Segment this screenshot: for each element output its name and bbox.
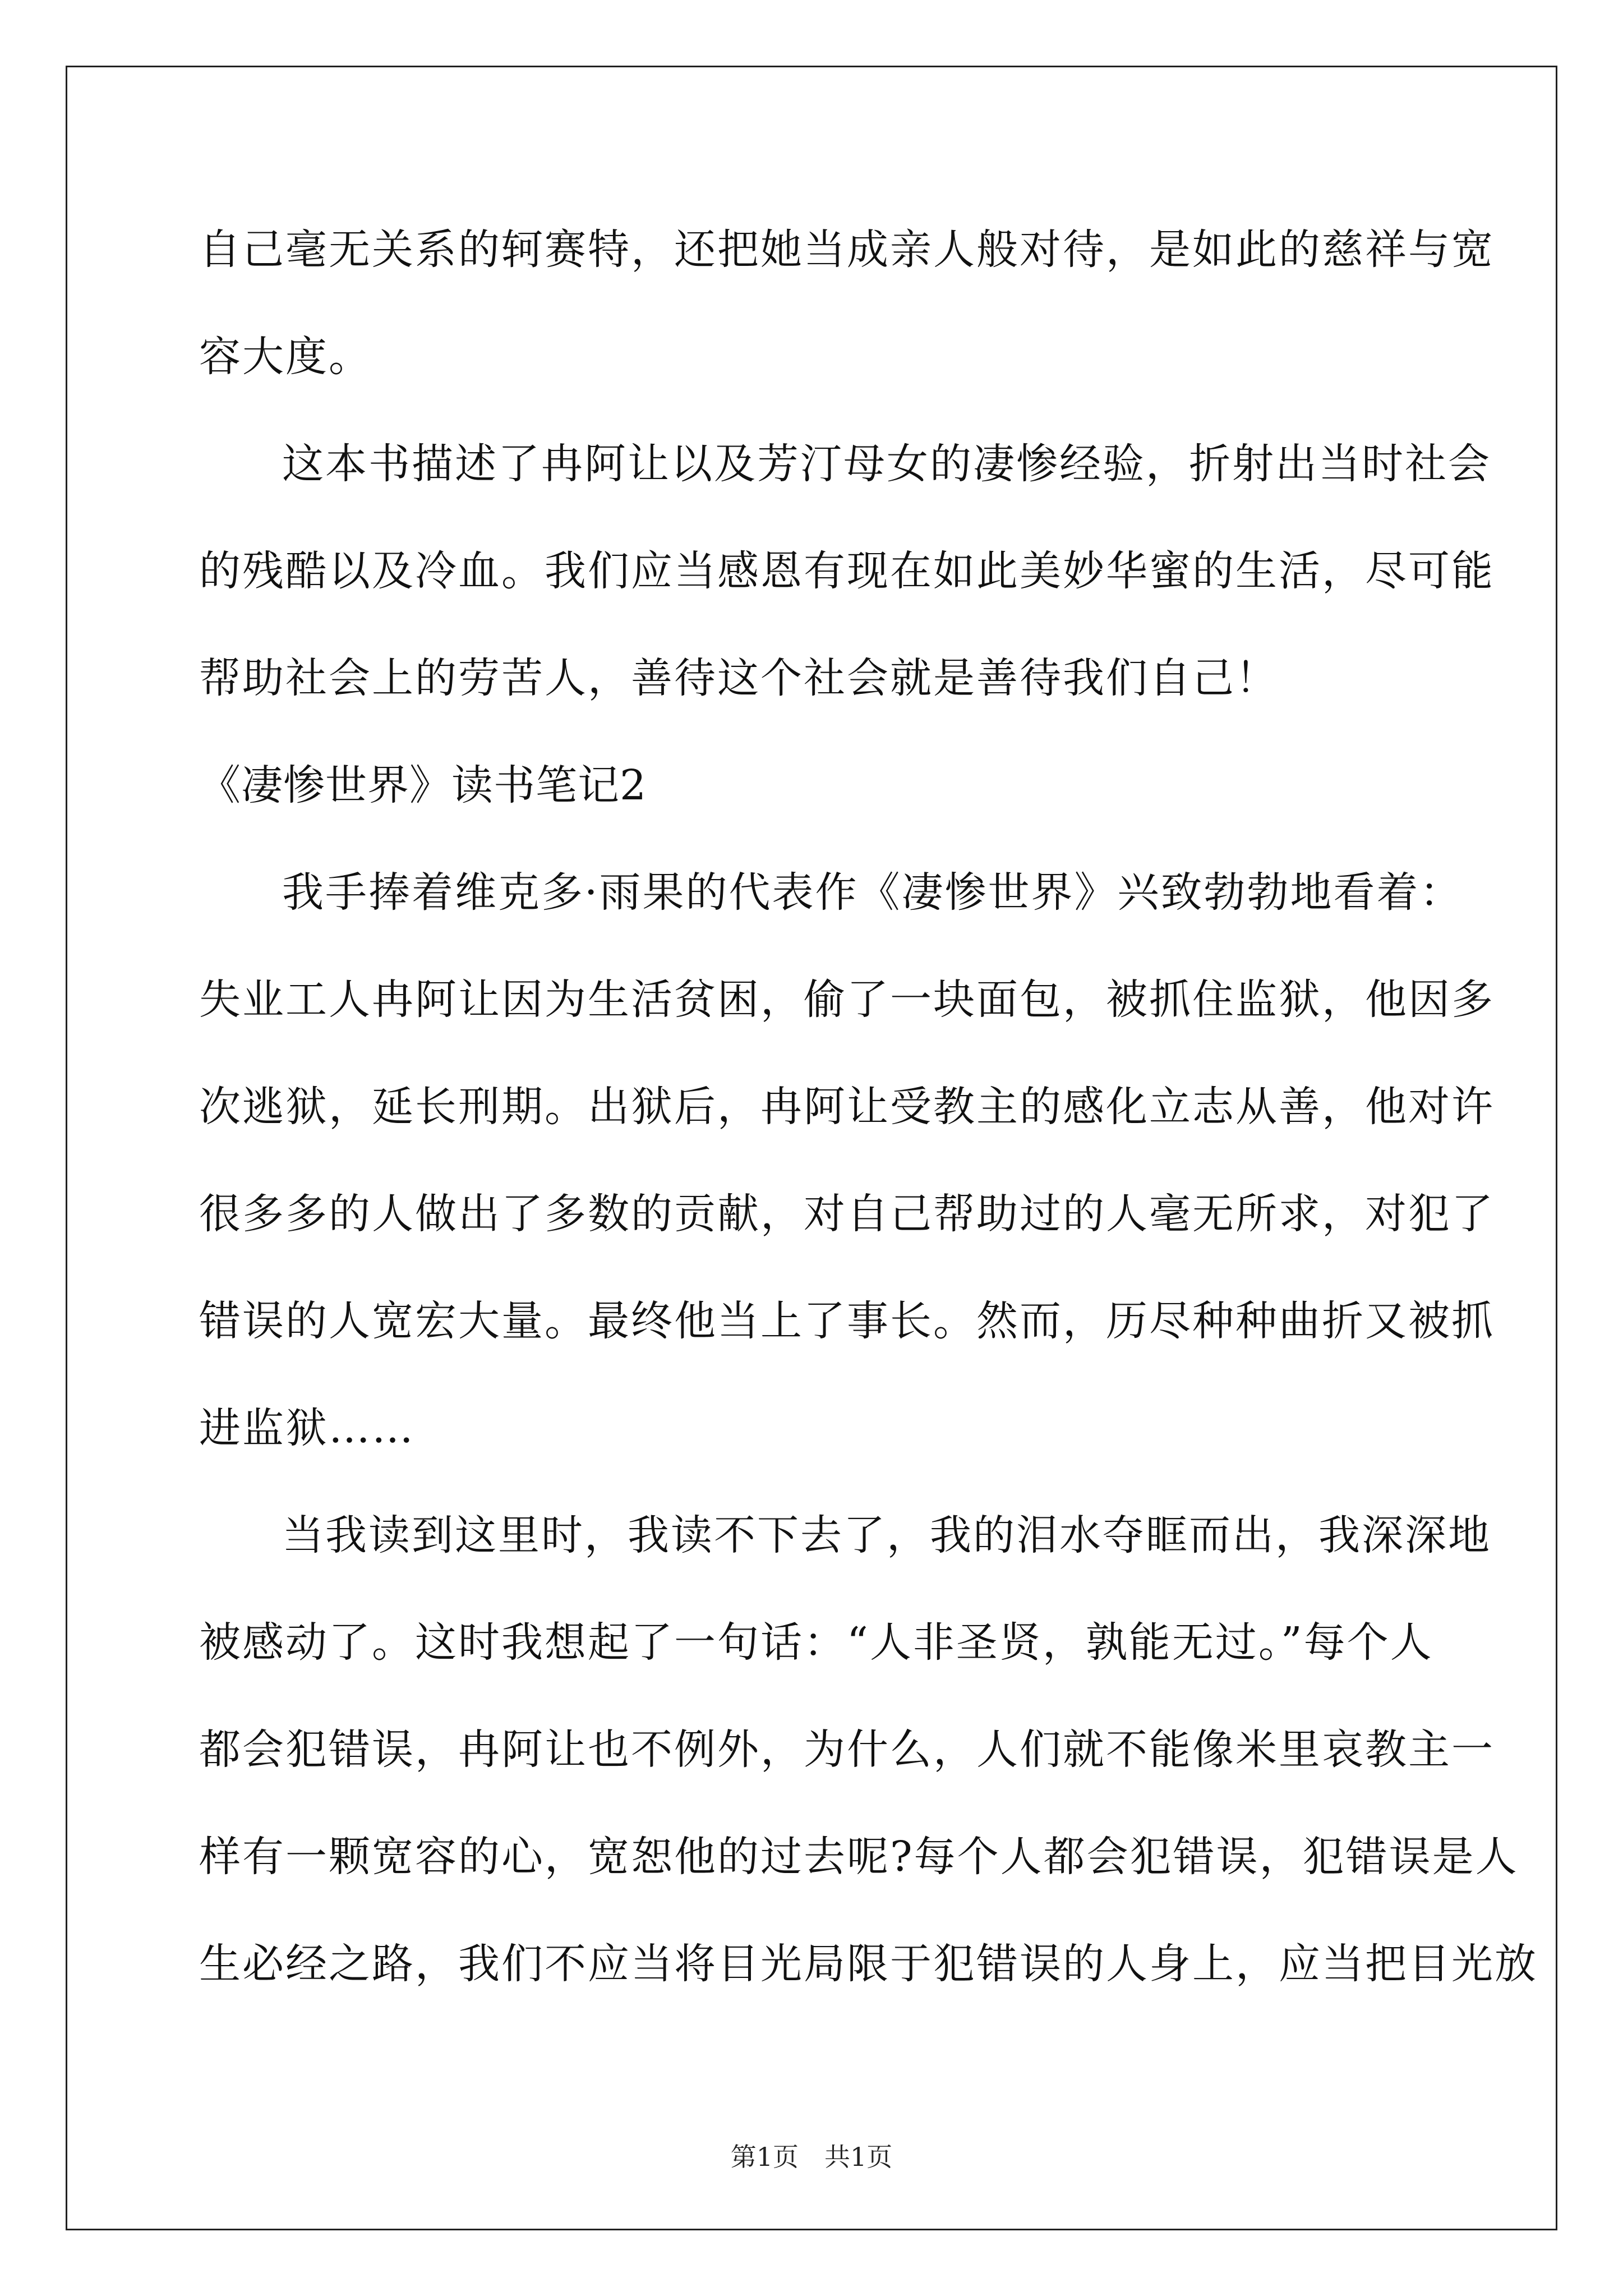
text-line: 错误的人宽宏大量。最终他当上了事长。然而，历尽种种曲折又被抓: [199, 1297, 1495, 1345]
paragraph-start: 当我读到这里时，我读不下去了，我的泪水夺眶而出，我深深地: [282, 1511, 1491, 1559]
text-line: 容大度。: [199, 333, 372, 381]
text-line: 进监狱……: [199, 1404, 415, 1452]
text-line: 次逃狱，延长刑期。出狱后，冉阿让受教主的感化立志从善，他对许: [199, 1083, 1495, 1131]
section-heading: 《凄惨世界》读书笔记2: [199, 761, 647, 809]
text-line: 自己毫无关系的轲赛特，还把她当成亲人般对待，是如此的慈祥与宽: [199, 226, 1495, 274]
paragraph-start: 这本书描述了冉阿让以及芳汀母女的凄惨经验，折射出当时社会: [282, 440, 1491, 488]
paragraph-start: 我手捧着维克多·雨果的代表作《凄惨世界》兴致勃勃地看着：: [282, 868, 1463, 917]
text-line: 生必经之路，我们不应当将目光局限于犯错误的人身上，应当把目光放: [199, 1940, 1538, 1988]
text-line: 被感动了。这时我想起了一句话：“人非圣贤，孰能无过。”每个人: [199, 1618, 1433, 1667]
text-line: 很多多的人做出了多数的贡献，对自己帮助过的人毫无所求，对犯了: [199, 1190, 1495, 1238]
text-line: 的残酷以及冷血。我们应当感恩有现在如此美妙华蜜的生活，尽可能: [199, 547, 1495, 595]
text-line: 失业工人冉阿让因为生活贫困，偷了一块面包，被抓住监狱，他因多: [199, 976, 1495, 1024]
text-line: 帮助社会上的劳苦人，善待这个社会就是善待我们自己！: [199, 654, 1279, 702]
document-body: [199, 196, 1538, 2018]
page-footer: 第1页 共1页: [730, 2142, 893, 2172]
text-line: 样有一颗宽容的心，宽恕他的过去呢?每个人都会犯错误，犯错误是人: [199, 1833, 1519, 1881]
text-line: 都会犯错误，冉阿让也不例外，为什么，人们就不能像米里哀教主一: [199, 1726, 1495, 1774]
